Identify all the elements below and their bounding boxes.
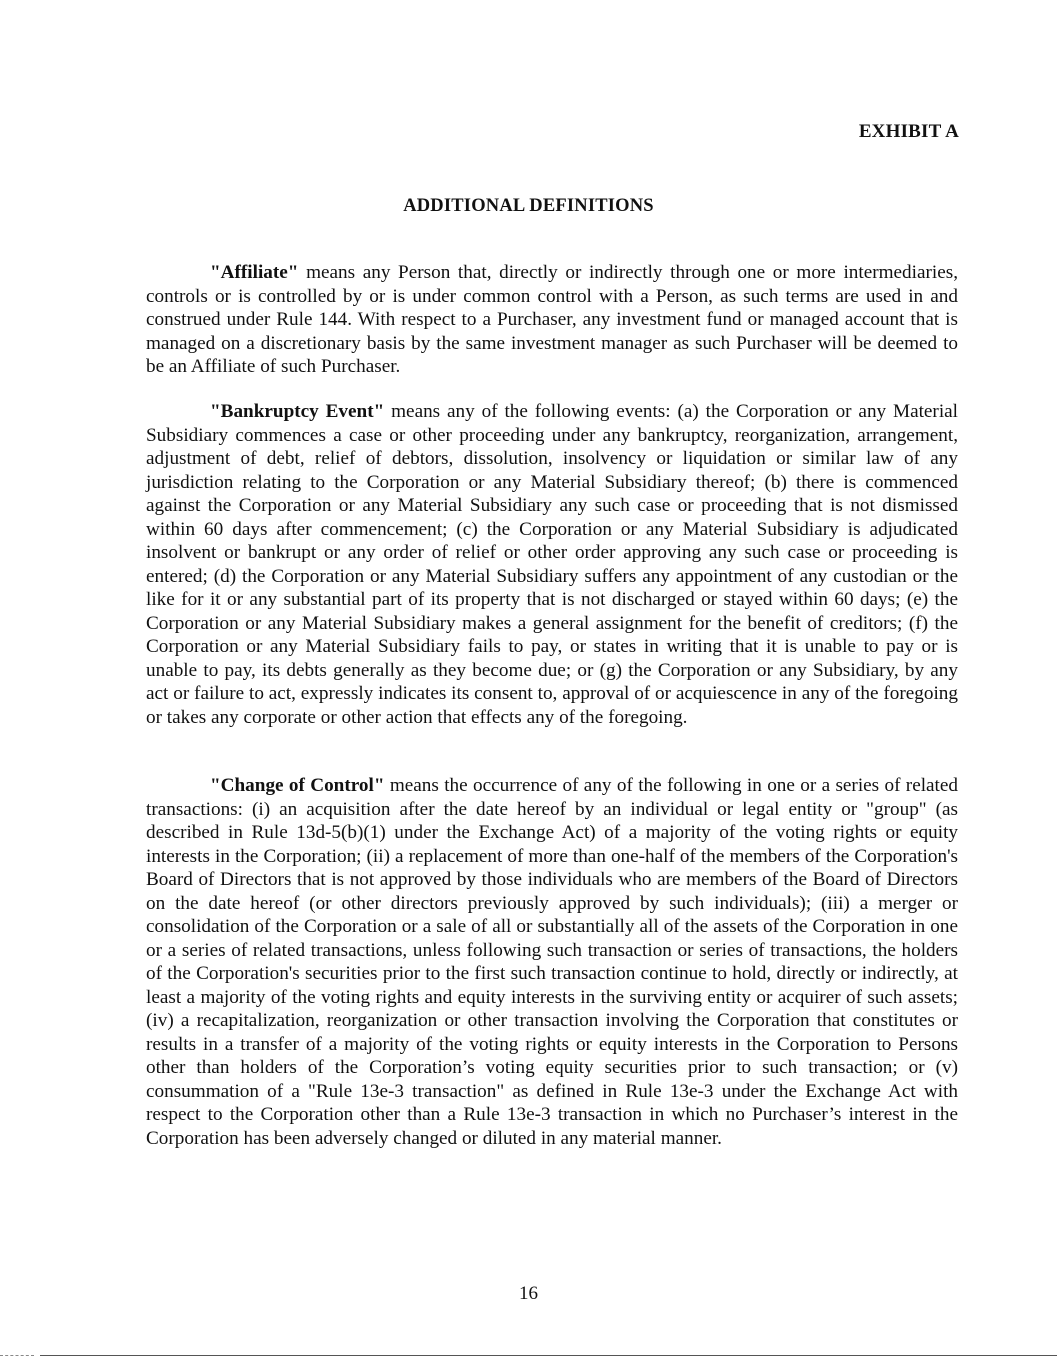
definition-body: means any Person that, directly or indirectly through one or more intermediaries, controls or is controlled by or is under common control with a Person, as such terms are used in and construed under Rule 144. With respect to a Purchaser, any investment fund or managed account that is managed on a discretionary basis by the same investment manager as such Purchaser will be deemed to be an Affiliate of such Purchaser. xyxy=(146,262,958,377)
definition-body: means any of the following events: (a) the Corporation or any Material Subsidiary commences a case or other proceeding under any bankruptcy, reorganization, arrangement, adjustment of debt, relief of debtors, dissolution, insolvency or liquidation or similar law of any jurisdiction relating to the Corporation or any Material Subsidiary thereof; (b) there is commenced against the Corporation or any Material Subsidiary any such case or proceeding that is not dismissed within 60 days after commencement; (c) the Corporation or any Material Subsidiary is adjudicated insolvent or bankrupt or any order of relief or other order approving any such case or proceeding is entered; (d) the Corporation or any Material Subsidiary suffers any appointment of any custodian or the like for it or any substantial part of its property that is not discharged or stayed within 60 days; (e) the Corporation or any Material Subsidiary makes a general assignment for the benefit of creditors; (f) the Corporation or any Material Subsidiary fails to pay, or states in writing that it is unable to pay or is unable to pay, its debts generally as they become due; or (g) the Corporation or any Subsidiary, by any act or failure to act, expressly indicates its consent to, approval of or acquiescence in any of the foregoing or takes any corporate or other action that effects any of the foregoing. xyxy=(146,401,958,728)
section-heading: ADDITIONAL DEFINITIONS xyxy=(403,196,654,216)
definition-affiliate xyxy=(146,261,958,379)
definition-change-of-control xyxy=(146,774,958,1150)
definition-term: "Change of Control" xyxy=(210,775,385,796)
page-number: 16 xyxy=(519,1283,538,1304)
footer-rule-dashed xyxy=(0,1355,34,1356)
definition-body: means the occurrence of any of the following in one or a series of related transactions: (i) an acquisition after the date hereof by an individual or legal entity or "group" (as described in Rule 13d-5(b)(1) under the Exchange Act) of a majority of the voting rights or equity interests in the Corporation; (ii) a replacement of more than one-half of the members of the Corporation's Board of Directors that is not approved by those individuals who are members of the Board of Directors on the date hereof (or other directors previously approved by such individuals); (iii) a merger or consolidation of the Corporation or a sale of all or substantially all of the assets of the Corporation in one or a series of related transactions, unless following such transaction or series of transactions, the holders of the Corporation's securities prior to the first such transaction continue to hold, directly or indirectly, at least a majority of the voting rights and equity interests in the surviving entity or acquirer of such assets; (iv) a recapitalization, reorganization or other transaction involving the Corporation that constitutes or results in a transfer of a majority of the voting rights or equity interests in the Corporation to Persons other than holders of the Corporation’s voting equity securities prior to such transaction; or (v) consummation of a "Rule 13e-3 transaction" as defined in Rule 13e-3 under the Exchange Act with respect to the Corporation other than a Rule 13e-3 transaction in which no Purchaser’s interest in the Corporation has been adversely changed or diluted in any material manner. xyxy=(146,775,959,1149)
exhibit-label: EXHIBIT A xyxy=(858,121,959,142)
definition-bankruptcy-event xyxy=(146,400,958,729)
definition-term: "Bankruptcy Event" xyxy=(210,401,385,422)
footer-rule xyxy=(40,1355,1057,1356)
definition-term: "Affiliate" xyxy=(210,262,299,283)
